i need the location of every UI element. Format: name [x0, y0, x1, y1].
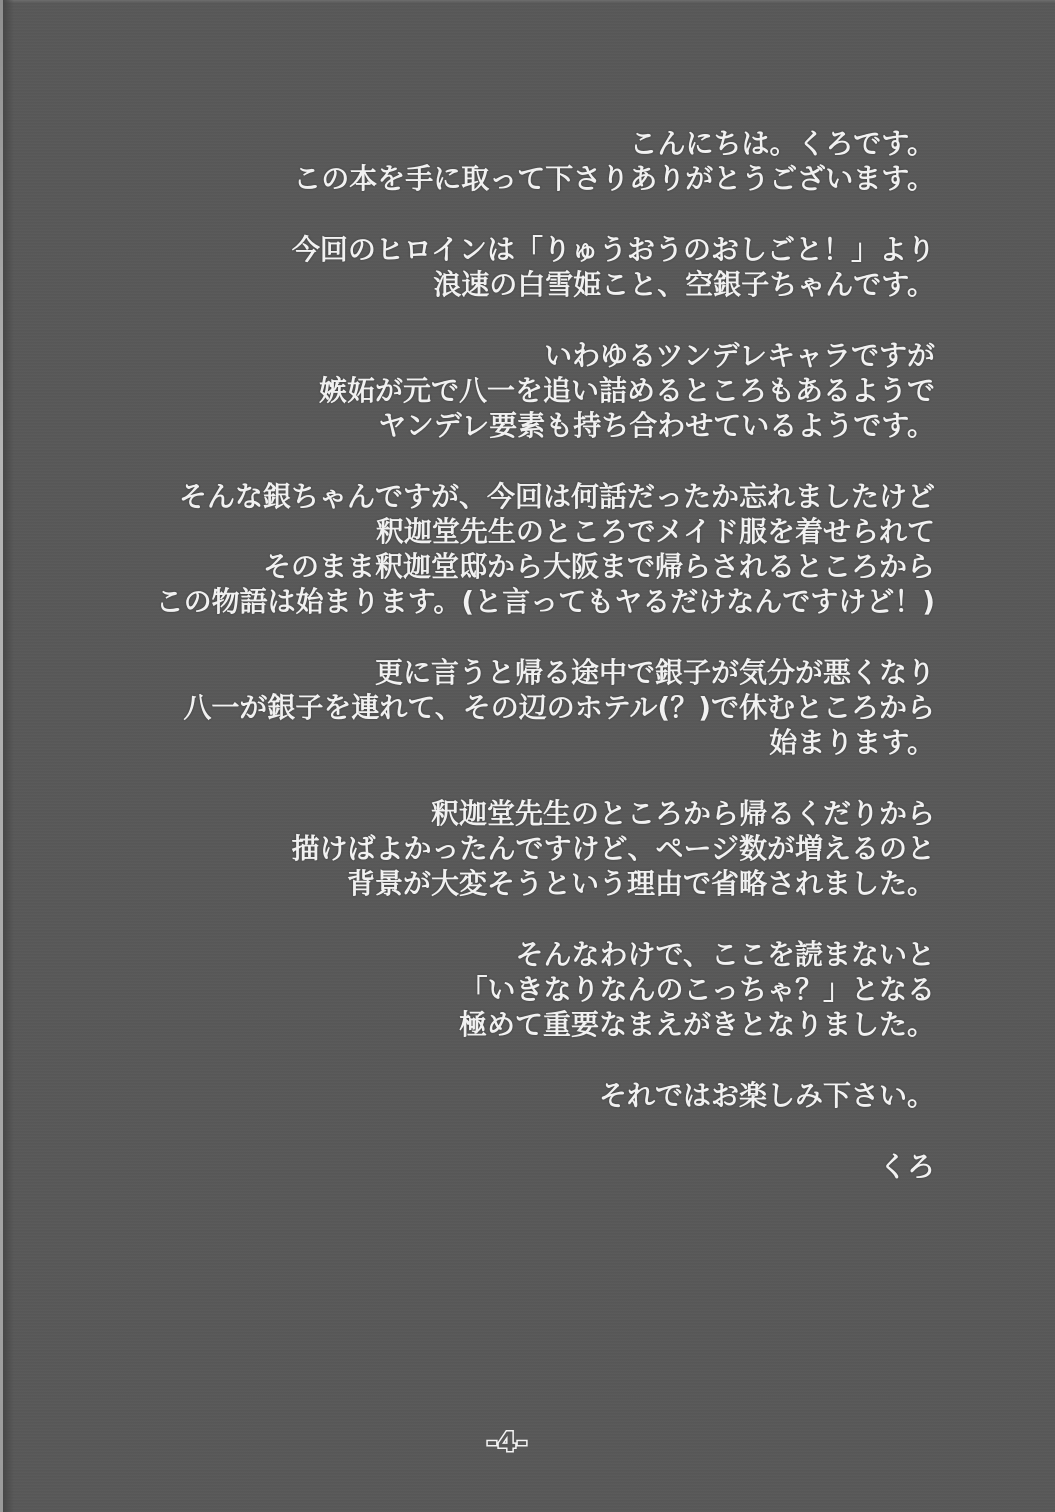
text-line: 極めて重要なまえがきとなりました。: [458, 1008, 935, 1041]
paragraph-heroine-intro: [40, 232, 935, 302]
paragraph-story-setup: [40, 479, 935, 619]
text-line: くろ: [878, 1150, 935, 1183]
text-line: この物語は始まります。(と言ってもヤるだけなんですけど！): [155, 585, 935, 618]
text-line: 描けばよかったんですけど、ページ数が増えるのと: [291, 832, 935, 865]
paragraph-greeting: [40, 126, 935, 196]
scan-top-edge: [0, 0, 1055, 3]
text-line: 釈迦堂先生のところから帰るくだりから: [430, 797, 935, 830]
text-line: こんにちは。くろです。: [629, 127, 935, 160]
text-line: そんなわけで、ここを読まないと: [515, 938, 935, 971]
author-signature: [40, 1149, 935, 1184]
paragraph-omission-note: [40, 796, 935, 901]
text-line: それではお楽しみ下さい。: [598, 1079, 935, 1112]
preface-text-block: [40, 126, 935, 1220]
text-line: そんな銀ちゃんですが、今回は何話だったか忘れましたけど: [178, 480, 935, 513]
text-line: 今回のヒロインは「りゅうおうのおしごと！」より: [291, 233, 935, 266]
paragraph-character-notes: [40, 338, 935, 443]
page-number: [462, 1421, 552, 1461]
text-line: 背景が大変そうという理由で省略されました。: [346, 867, 935, 900]
text-line: ヤンデレ要素も持ち合わせているようです。: [378, 409, 935, 442]
text-line: 更に言うと帰る途中で銀子が気分が悪くなり: [374, 656, 935, 689]
text-line: 始まります。: [769, 726, 935, 759]
text-line: 浪速の白雪姫こと、空銀子ちゃんです。: [433, 268, 935, 301]
text-line: この本を手に取って下さりありがとうございます。: [293, 162, 935, 195]
text-line: 嫉妬が元で八一を追い詰めるところもあるようで: [318, 374, 935, 407]
page-number-graphic: [462, 1421, 552, 1461]
scan-left-shadow: [3, 0, 14, 1512]
paragraph-importance-note: [40, 937, 935, 1042]
text-line: 「いきなりなんのこっちゃ？」となる: [459, 973, 935, 1006]
text-line: 八一が銀子を連れて、その辺のホテル(？)で休むところから: [183, 691, 935, 724]
paragraph-closing: [40, 1078, 935, 1113]
paragraph-story-detail: [40, 655, 935, 760]
text-line: そのまま釈迦堂邸から大阪まで帰らされるところから: [262, 550, 935, 583]
text-line: いわゆるツンデレキャラですが: [544, 339, 935, 372]
text-line: 釈迦堂先生のところでメイド服を着せられて: [375, 515, 935, 548]
page-number-text: -4-: [486, 1427, 528, 1458]
